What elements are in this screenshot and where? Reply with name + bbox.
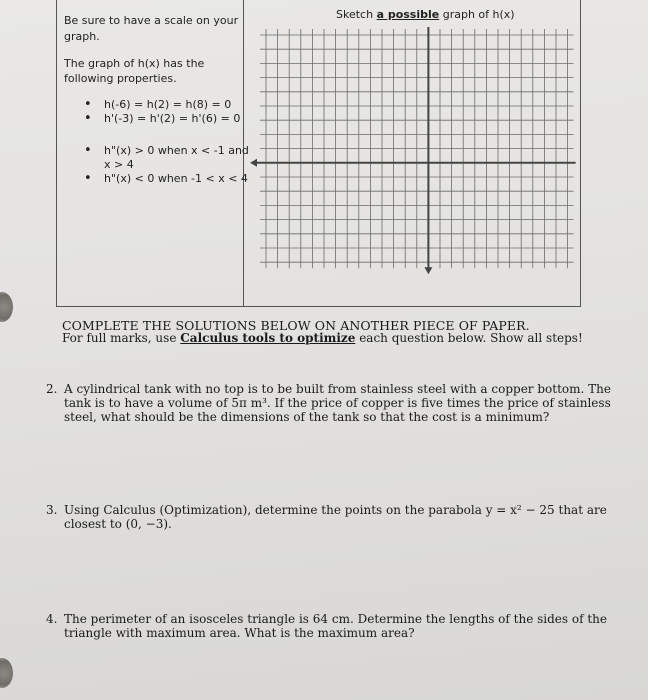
scale-instruction: Be sure to have a scale on your graph. bbox=[64, 14, 239, 43]
question-3 bbox=[46, 503, 624, 531]
question-text: Using Calculus (Optimization), determine the points on the parabola y = x² − 25 that are closest to (0, −3). bbox=[64, 503, 607, 531]
binder-hole bbox=[0, 658, 13, 688]
x-axis-arrow-icon bbox=[250, 159, 257, 167]
question-number: 3. bbox=[46, 503, 58, 517]
question-number: 2. bbox=[46, 382, 58, 396]
property-item: • h'(-3) = h'(2) = h'(6) = 0 bbox=[84, 112, 254, 126]
instructions-before: For full marks, use bbox=[62, 331, 177, 345]
binder-hole bbox=[0, 292, 13, 322]
instructions-after: each question below. Show all steps! bbox=[359, 331, 583, 345]
properties-heading: The graph of h(x) has the following properties. bbox=[64, 57, 205, 85]
sketch-title bbox=[336, 8, 536, 21]
question-2 bbox=[46, 382, 624, 424]
sketch-title-emphasis: a possible bbox=[376, 8, 440, 21]
section-heading: COMPLETE THE SOLUTIONS BELOW ON ANOTHER PIECE OF PAPER. bbox=[62, 318, 530, 333]
question-4 bbox=[46, 612, 639, 640]
property-item: • h(-6) = h(2) = h(8) = 0 bbox=[84, 98, 254, 112]
sketch-title-prefix: Sketch bbox=[336, 8, 374, 21]
question-number: 4. bbox=[46, 612, 58, 626]
property-item: • h"(x) < 0 when -1 < x < 4 bbox=[84, 172, 254, 186]
coordinate-grid[interactable] bbox=[244, 25, 576, 277]
y-axis-arrow-icon bbox=[424, 267, 432, 274]
question-text: The perimeter of an isosceles triangle is 64 cm. Determine the lengths of the sides of the triangle with maximum area. What is the maximum area? bbox=[64, 612, 608, 640]
properties-list bbox=[84, 98, 254, 186]
instructions-emphasis: Calculus tools to optimize bbox=[180, 331, 356, 345]
instructions bbox=[62, 331, 583, 345]
question-text: A cylindrical tank with no top is to be built from stainless steel with a copper bottom. The tank is to have a volume of 5π m³. If the price of copper is five times the price of stainless steel, what should be the dimensions of the tank so that the cost is a minimum? bbox=[64, 382, 611, 424]
sketch-title-suffix: graph of h(x) bbox=[442, 8, 515, 21]
property-item: • h"(x) > 0 when x < -1 and x > 4 bbox=[84, 144, 254, 172]
